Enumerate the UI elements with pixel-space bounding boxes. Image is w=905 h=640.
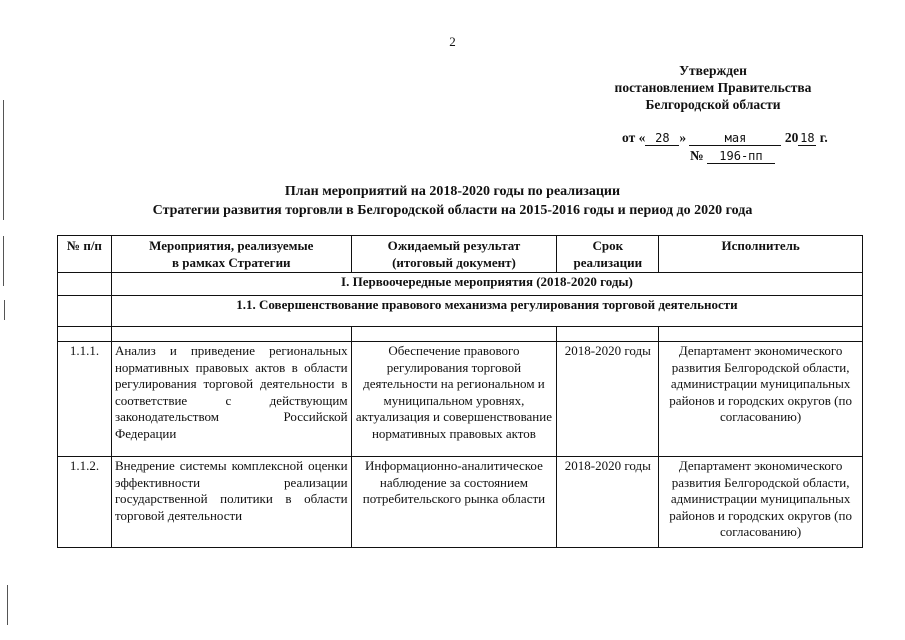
page-number: 2 xyxy=(449,34,456,49)
header-term-line: Срок xyxy=(592,238,624,253)
date-month: мая xyxy=(689,131,781,146)
section-row xyxy=(58,273,863,296)
table-header-row xyxy=(58,236,863,273)
date-suffix: г. xyxy=(819,130,828,145)
row-term: 2018-2020 годы xyxy=(557,457,659,548)
empty-cell xyxy=(58,273,112,296)
empty-cell xyxy=(58,296,112,327)
header-result-line: Ожидаемый результат xyxy=(387,238,521,253)
row-num: 1.1.1. xyxy=(58,342,112,457)
number-prefix: № xyxy=(690,148,704,163)
row-executor: Департамент экономического развития Белгородской области, администрации муниципальных районов и городских округов (по согласованию) xyxy=(659,457,863,548)
approval-stamp xyxy=(583,62,843,113)
subsection-row xyxy=(58,296,863,327)
date-year-suffix: 18 xyxy=(800,131,815,145)
row-executor: Департамент экономического развития Белгородской области, администрации муниципальных районов и городских округов (по согласованию) xyxy=(659,342,863,457)
header-executor: Исполнитель xyxy=(659,236,863,273)
approval-date xyxy=(622,130,828,146)
empty-cell xyxy=(659,327,863,342)
approval-number xyxy=(690,148,775,164)
header-activity-line: в рамках Стратегии xyxy=(171,254,291,270)
scan-edge-mark xyxy=(7,585,8,625)
header-num: № п/п xyxy=(58,236,112,273)
row-result: Информационно-аналитическое наблюдение за состоянием потребительского рынка области xyxy=(351,457,557,548)
table-row xyxy=(58,342,863,457)
row-num: 1.1.2. xyxy=(58,457,112,548)
date-day: 28 xyxy=(645,131,679,146)
scan-edge-mark xyxy=(3,236,4,286)
header-activity xyxy=(111,236,351,273)
row-activity: Внедрение системы комплексной оценки эффективности реализации государственной политики в области торговой деятельности xyxy=(111,457,351,548)
header-term xyxy=(557,236,659,273)
date-prefix: от « xyxy=(622,130,646,145)
subsection-title: 1.1. Совершенствование правового механизма регулирования торговой деятельности xyxy=(111,296,862,327)
date-mid: » xyxy=(679,130,687,145)
document-title xyxy=(0,182,905,220)
section-title: I. Первоочередные мероприятия (2018-2020 годы) xyxy=(111,273,862,296)
title-line: Стратегии развития торговли в Белгородской области на 2015-2016 годы и период до 2020 года xyxy=(152,203,753,218)
approval-line: постановлением Правительства xyxy=(614,80,812,95)
empty-cell xyxy=(557,327,659,342)
title-line: План мероприятий на 2018-2020 годы по реализации xyxy=(284,184,621,199)
empty-cell xyxy=(58,327,112,342)
number-value: 196-пп xyxy=(707,149,775,164)
row-result: Обеспечение правового регулирования торговой деятельности на региональном и муниципальном уровнях, актуализация и совершенствование нормативных правовых актов xyxy=(351,342,557,457)
spacer-row xyxy=(58,327,863,342)
header-result-line: (итоговый документ) xyxy=(392,254,516,270)
row-term: 2018-2020 годы xyxy=(557,342,659,457)
plan-table xyxy=(57,235,863,548)
header-term-line: реализации xyxy=(573,254,643,270)
empty-cell xyxy=(111,327,351,342)
header-result xyxy=(351,236,557,273)
approval-line: Белгородской области xyxy=(645,97,781,112)
header-activity-line: Мероприятия, реализуемые xyxy=(149,238,314,253)
approval-line: Утвержден xyxy=(679,63,747,78)
empty-cell xyxy=(351,327,557,342)
table-row xyxy=(58,457,863,548)
date-year-prefix: 20 xyxy=(784,130,799,145)
row-activity: Анализ и приведение региональных нормативных правовых актов в области регулирования торговой деятельности в соответствие с действующим законодательством Российской Федерации xyxy=(111,342,351,457)
scan-edge-mark xyxy=(4,300,5,320)
